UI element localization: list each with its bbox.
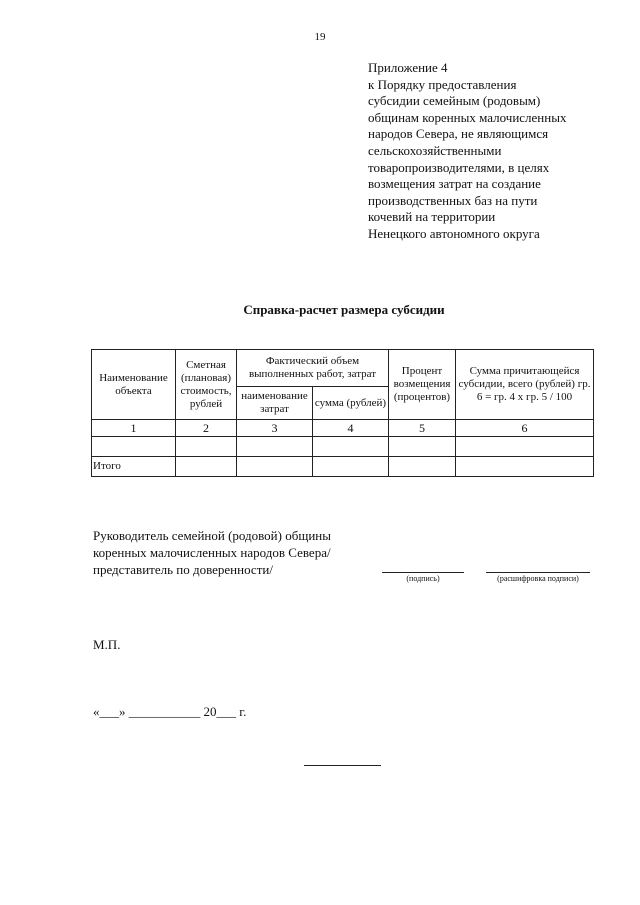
column-number: 4 — [313, 420, 389, 437]
table-cell[interactable] — [456, 457, 594, 477]
appendix-line: кочевий на территории — [368, 209, 496, 225]
table-cell[interactable] — [456, 437, 594, 457]
signer-line: представитель по доверенности/ — [93, 562, 273, 577]
header-subsidy-amount: Сумма причитающейся субсидии, всего (рублей) гр. 6 = гр. 4 х гр. 5 / 100 — [456, 350, 594, 420]
column-number: 3 — [237, 420, 313, 437]
appendix-line: возмещения затрат на создание — [368, 176, 541, 192]
appendix-line: производственных баз на пути — [368, 192, 538, 208]
table-cell[interactable] — [237, 457, 313, 477]
appendix-line: к Порядку предоставления — [368, 76, 517, 92]
total-label: Итого — [92, 457, 176, 477]
signature-line[interactable] — [382, 572, 464, 573]
column-number-row — [92, 420, 594, 437]
table-cell[interactable] — [313, 457, 389, 477]
end-divider — [304, 765, 381, 766]
appendix-line: субсидии семейным (родовым) — [368, 93, 541, 109]
header-estimated-cost: Сметная (плановая) стоимость, рублей — [176, 350, 237, 420]
appendix-line: Ненецкого автономного округа — [368, 225, 540, 241]
stamp-placeholder: М.П. — [93, 637, 121, 652]
table-cell[interactable] — [389, 457, 456, 477]
table-row — [92, 437, 594, 457]
table-cell[interactable] — [92, 437, 176, 457]
table-cell[interactable] — [313, 437, 389, 457]
appendix-line: Приложение 4 — [368, 60, 448, 75]
table-header-row — [92, 350, 594, 387]
column-number: 1 — [92, 420, 176, 437]
document-title: Справка-расчет размера субсидии — [243, 302, 445, 317]
column-number: 6 — [456, 420, 594, 437]
appendix-line: сельскохозяйственными — [368, 142, 502, 158]
page-number: 19 — [314, 31, 326, 43]
column-number: 5 — [389, 420, 456, 437]
table-cell[interactable] — [237, 437, 313, 457]
table-cell[interactable] — [176, 457, 237, 477]
header-actual-volume: Фактический объем выполненных работ, затрат — [237, 350, 389, 387]
signer-block — [93, 527, 331, 578]
header-cost-name: наименование затрат — [237, 387, 313, 420]
header-cost-sum: сумма (рублей) — [313, 387, 389, 420]
appendix-line: товаропроизводителями, в целях — [368, 159, 550, 175]
appendix-header — [368, 60, 618, 243]
signature-transcript-caption: (расшифровка подписи) — [497, 574, 579, 583]
table-cell[interactable] — [389, 437, 456, 457]
subsidy-calculation-table — [91, 349, 594, 477]
appendix-line: общинам коренных малочисленных — [368, 109, 567, 125]
header-reimbursement-percent: Процент возмещения (процентов) — [389, 350, 456, 420]
total-row — [92, 457, 594, 477]
date-line: «___» ___________ 20___ г. — [93, 704, 247, 719]
table-cell[interactable] — [176, 437, 237, 457]
signer-line: Руководитель семейной (родовой) общины — [93, 528, 331, 543]
column-number: 2 — [176, 420, 237, 437]
signer-line: коренных малочисленных народов Севера/ — [93, 545, 331, 560]
header-object-name: Наименование объекта — [92, 350, 176, 420]
signature-transcript-line[interactable] — [486, 572, 590, 573]
appendix-line: народов Севера, не являющимся — [368, 126, 549, 142]
signature-caption: (подпись) — [406, 574, 440, 583]
